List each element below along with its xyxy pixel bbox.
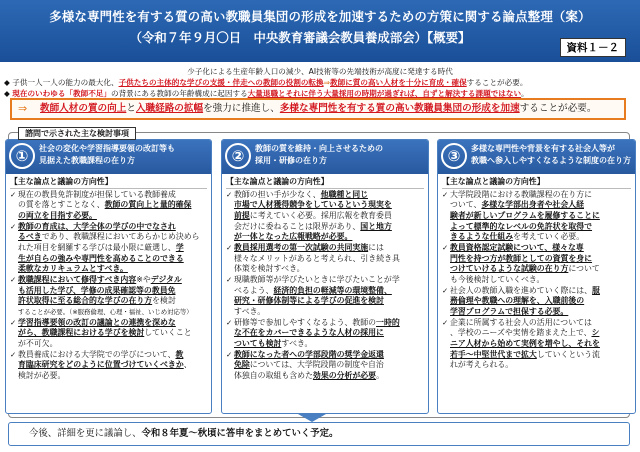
line-text: 教職課程において修得すべき内容: [18, 274, 137, 284]
issue-3-line: [442, 307, 631, 318]
check-icon: ✓: [10, 349, 17, 359]
intro-point-2-emph2: 大量退職とそれに伴う大量採用の時期が過ぎれば、自ずと解決する課題ではない: [247, 89, 522, 98]
issue-3-line: [442, 286, 631, 297]
intro-point-1-emph: 子供たちの主体的な学びの支援・伴走への教師の役割の転換: [118, 78, 324, 87]
line-text: 研修等で参加しやすくなるよう、教師の: [234, 317, 377, 327]
issue-3-line: [442, 275, 631, 286]
check-icon: ✓: [442, 317, 449, 327]
line-text: 学習指導要領の改訂の議論との連携を深めな: [18, 317, 176, 327]
issue-3-line: [442, 339, 631, 350]
line-text: 大学院段階における教職課程の在り方に: [450, 189, 593, 199]
line-text: 服: [592, 285, 600, 295]
issue-1-line: [10, 254, 207, 265]
line-text: については、大学院段階の制度や自治: [249, 360, 384, 370]
line-text: るべき: [18, 232, 42, 242]
line-text: れた項目を網羅する学びは最小限に厳選し、: [18, 242, 176, 252]
line-text: 務倫理や教職への理解を、入職前後の: [450, 296, 585, 306]
check-icon: ✓: [226, 317, 233, 327]
line-text: 市場で人材獲得競争をしているという現実を: [234, 200, 392, 210]
issue-2-line: [226, 232, 424, 243]
line-text: すべき。: [281, 338, 313, 348]
line-text: 教員養成における大学院での学びについて、: [18, 349, 176, 359]
intro-point-2-mid: の背景にある教師の年齢構成に起因する: [110, 89, 248, 98]
banner-mid: を強力に推進し、: [203, 103, 280, 114]
line-text: 教師の育成は、大学全体の学びの中でなされ: [18, 221, 176, 231]
line-text: 門性を持つ方が教師としての資質を身に: [450, 253, 593, 263]
line-text: について: [568, 264, 600, 274]
line-text: がら、教職課程における学びを検討: [18, 328, 145, 338]
line-text: ついても検討: [234, 338, 282, 348]
line-text: を考えていく必要。: [513, 232, 585, 242]
line-text: の両立を目指す必要。: [18, 210, 97, 220]
issue-2-line: [226, 275, 424, 286]
line-text: 教師の担い手が少なく、: [234, 189, 321, 199]
intro-context: 少子化による生産年齢人口の減少、AI技術等の先端技術が高度に発達する時代: [187, 67, 453, 76]
line-text: れが考えられる。: [450, 360, 514, 370]
line-text: には: [368, 242, 384, 252]
line-text: 前提: [234, 210, 250, 220]
line-text: 柔軟なカリキュラムとすべき。: [18, 264, 128, 274]
issue-3-line: [442, 328, 631, 339]
line-text: が不可欠。: [18, 338, 58, 348]
issue-column-3-body: [438, 174, 635, 371]
check-icon: ✓: [10, 221, 17, 231]
down-arrow-icon: [298, 414, 326, 422]
issue-column-1-title-line1: 社会の変化や学習指導要領の改訂等も: [39, 144, 175, 153]
intro-point-1-tail: することが必要。: [466, 78, 528, 87]
issue-3-line: [442, 211, 631, 222]
intro-point-1-arrow: ⇒: [323, 78, 330, 87]
issue-2-line: [226, 222, 424, 233]
line-text: 企業に所属する社会人の活用については: [450, 317, 592, 327]
line-text: 若手～中堅世代まで拡大: [450, 349, 537, 359]
issue-3-line: [442, 190, 631, 201]
issue-1-line: [10, 286, 207, 297]
issues-label: 諮問で示された主な検討事項: [18, 127, 136, 140]
line-text: を検討: [152, 296, 176, 306]
conclusion-box: [8, 422, 630, 446]
issue-1-line: [10, 243, 207, 254]
line-text: 許状取得に至る総合的な学びの在り方: [18, 296, 153, 306]
check-icon: ✓: [10, 189, 17, 199]
conclusion-emph: 令和８年夏～秋頃に答申をまとめていく予定。: [141, 428, 339, 439]
line-text: 社会人の教師入職を進めていく際には、: [450, 285, 593, 295]
issue-column-3-title-line2: 教職へ参入しやすくなるような制度の在り方: [471, 156, 631, 165]
line-text: 学習プログラムで担保する必要。: [450, 306, 569, 316]
issue-2-line: [226, 296, 424, 307]
line-text: 体独自の取組も含めた: [234, 370, 313, 380]
intro-point-2-tail: 。: [521, 89, 529, 98]
issue-2-line: [226, 371, 424, 382]
line-text: が一体となった広報戦略が必要。: [234, 232, 353, 242]
line-text: 国と地方: [360, 221, 392, 231]
banner-quality: 教師人材の質の向上: [40, 103, 127, 114]
banner-pathways: 入職経路の拡幅: [135, 103, 204, 114]
intro-point-1: [4, 77, 636, 88]
line-text: 学: [175, 242, 184, 252]
line-text: であり、教職課程においてあらかじめ決めら: [41, 232, 200, 242]
issue-1-line: [10, 200, 207, 211]
line-text: 教員資格認定試験について、様々な専: [450, 242, 584, 252]
line-text: の質を落とすことなく、: [18, 200, 105, 210]
page-title: 多様な専門性を有する質の高い教職員集団の形成を加速するための方策に関する論点整理（案）: [49, 9, 591, 24]
check-icon: ✓: [226, 189, 233, 199]
line-text: 験者が新しいプログラムを履修することに: [450, 210, 600, 220]
banner-and: と: [126, 103, 136, 114]
issue-3-line: [442, 318, 631, 329]
check-icon: ✓: [442, 189, 449, 199]
issue-3-line: [442, 254, 631, 265]
issue-column-2-title-line2: 採用・研修の在り方: [255, 156, 327, 165]
line-text: きるような仕組み: [450, 232, 514, 242]
line-text: な不在をカバーできるような人材の採用に: [234, 328, 384, 338]
issue-column-2-header: [222, 140, 428, 174]
check-icon: ✓: [442, 285, 449, 295]
issue-1-line: [10, 222, 207, 233]
issue-1-line: [10, 307, 207, 318]
line-text: も今後検討していくべき。: [450, 274, 545, 284]
line-text: 教: [175, 349, 184, 359]
issue-column-3-title-line1: 多様な専門性や背景を有する社会人等が: [471, 144, 615, 153]
line-text: 現職教師等が学びたいときに学びたいことが学: [234, 274, 400, 284]
issue-1-line: [10, 339, 207, 350]
line-text: 経済的負担の軽減等の環境整備、: [273, 285, 392, 295]
issue-1-line: [10, 350, 207, 361]
issue-column-1: [5, 139, 212, 414]
line-text: 教員採用選考の第一次試験の共同実施: [234, 242, 369, 252]
check-icon: ✓: [442, 242, 449, 252]
check-icon: ✓: [10, 274, 17, 284]
line-text: 会だけに委ねることは限界があり、: [234, 221, 361, 231]
header-banner: [0, 0, 640, 62]
check-icon: ✓: [226, 274, 233, 284]
issue-3-line: [442, 232, 631, 243]
line-text: 効果の分析が必要: [312, 370, 377, 380]
line-text: していくこと: [144, 328, 192, 338]
key-message-banner: [10, 98, 626, 120]
issue-1-line: [10, 360, 207, 371]
line-text: ニア人材から始めて実例を増やし、それを: [450, 338, 600, 348]
line-text: 免除: [234, 360, 250, 370]
line-text: 生が自らの強みや専門性を高めることのできる: [18, 253, 184, 263]
section-title: 【主な論点と議論の方向性】: [226, 177, 424, 189]
issue-2-line: [226, 318, 424, 329]
issue-number-3: ③: [441, 143, 467, 169]
intro-point-1-emph2: 教師に質の高い人材を十分に育成・確保: [329, 78, 467, 87]
section-title: 【主な論点と議論の方向性】: [442, 177, 631, 189]
issue-1-line: [10, 275, 207, 286]
issue-1-line: [10, 296, 207, 307]
line-text: 、: [183, 360, 192, 370]
line-text: シ: [591, 328, 600, 338]
issue-2-line: [226, 350, 424, 361]
line-text: 他職種と同じ: [320, 189, 368, 199]
intro-point-1-lead: ◆ 子供一人一人の能力の最大化、: [4, 78, 119, 87]
line-text: 一時的: [376, 317, 400, 327]
issue-2-line: [226, 286, 424, 297]
line-text: 育臨床研究をどのように位置づけていくべきか: [18, 360, 184, 370]
banner-goal: 多様な専門性を有する質の高い教職員集団の形成を加速: [279, 103, 520, 114]
issue-column-3-title: [471, 143, 633, 167]
line-text: ついて、: [450, 200, 482, 210]
line-text: ※や: [136, 274, 151, 284]
issue-column-1-title: [39, 143, 209, 167]
issue-number-2: ②: [225, 143, 251, 169]
intro-point-2-emph: 現在のいわゆる「教師不足」: [12, 89, 111, 98]
line-text: つけていけるような試験の在り方: [450, 264, 569, 274]
issue-3-line: [442, 350, 631, 361]
line-text: 研究・研修体制等による学びの促進を検討: [234, 296, 384, 306]
line-text: 現在の教員免許制度が担保している教師養成: [18, 189, 176, 199]
issue-2-line: [226, 243, 424, 254]
line-text: 教師になった者への学部段階の奨学金返還: [234, 349, 384, 359]
check-icon: ✓: [226, 242, 233, 252]
issue-3-line: [442, 222, 631, 233]
issue-2-line: [226, 190, 424, 201]
issue-column-2: [221, 139, 429, 414]
issue-1-line: [10, 190, 207, 201]
issue-3-line: [442, 264, 631, 275]
issue-1-line: [10, 232, 207, 243]
issue-column-2-body: [222, 174, 428, 381]
line-text: も活用した学び、学修の成果確認等の教員免: [18, 285, 176, 295]
line-text: 様々なメリットがあると考えられ、引き続き具: [234, 253, 400, 263]
issue-3-line: [442, 296, 631, 307]
line-text: すべき。: [234, 306, 266, 316]
issue-1-line: [10, 318, 207, 329]
issue-2-line: [226, 307, 424, 318]
issue-number-1: ①: [9, 143, 35, 169]
line-text: 。: [376, 370, 384, 380]
check-icon: ✓: [226, 349, 233, 359]
line-text: することが必要。（※服務倫理、心理・福祉、いじめ対応等）: [18, 307, 193, 316]
banner-tail: することが必要。: [519, 103, 597, 114]
issue-1-line: [10, 211, 207, 222]
line-text: 検討が必要。: [18, 370, 66, 380]
issue-2-line: [226, 360, 424, 371]
section-title: 【主な論点と議論の方向性】: [10, 177, 207, 189]
conclusion-lead: 今後、詳細を更に議論し、: [29, 428, 142, 439]
line-text: 体策を検討すべき。: [234, 264, 305, 274]
line-text: デジタル: [150, 274, 182, 284]
line-text: べるよう、: [234, 285, 274, 295]
issue-3-line: [442, 200, 631, 211]
issue-3-line: [442, 360, 631, 371]
issue-column-2-title: [255, 143, 426, 167]
issue-3-line: [442, 243, 631, 254]
intro-point-2-lead: ◆: [4, 89, 13, 98]
line-text: よって標準的なレベルの免許状を取得で: [450, 221, 593, 231]
issue-column-1-header: [6, 140, 211, 174]
issue-column-1-body: [6, 174, 211, 381]
issue-2-line: [226, 339, 424, 350]
issue-2-line: [226, 328, 424, 339]
issue-1-line: [10, 371, 207, 382]
check-icon: ✓: [10, 317, 17, 327]
issue-column-3: [437, 139, 636, 414]
line-text: 教師の質向上と量的確保: [104, 200, 192, 210]
arrow-right-icon: ⇒: [18, 102, 28, 115]
issue-2-line: [226, 200, 424, 211]
issue-column-1-title-line2: 見据えた教職課程の在り方: [39, 156, 135, 165]
page-subtitle: （令和７年９月〇日 中央教育審議会教員養成部会）【概要】: [129, 30, 471, 45]
line-text: に考えていく必要。採用広報を教育委員: [249, 210, 392, 220]
issue-2-line: [226, 264, 424, 275]
line-text: 多様な学部出身者や社会人経: [481, 200, 584, 210]
issue-column-3-header: [438, 140, 635, 174]
issue-1-line: [10, 264, 207, 275]
issue-2-line: [226, 254, 424, 265]
line-text: 、学校のニーズや実情を踏まえた上で、: [450, 328, 592, 338]
issue-2-line: [226, 211, 424, 222]
issue-1-line: [10, 328, 207, 339]
intro-section: [4, 66, 636, 99]
document-label: 資料１－２: [560, 38, 627, 57]
line-text: していくという流: [536, 349, 600, 359]
issue-column-2-title-line1: 教師の質を維持・向上させるための: [255, 144, 383, 153]
